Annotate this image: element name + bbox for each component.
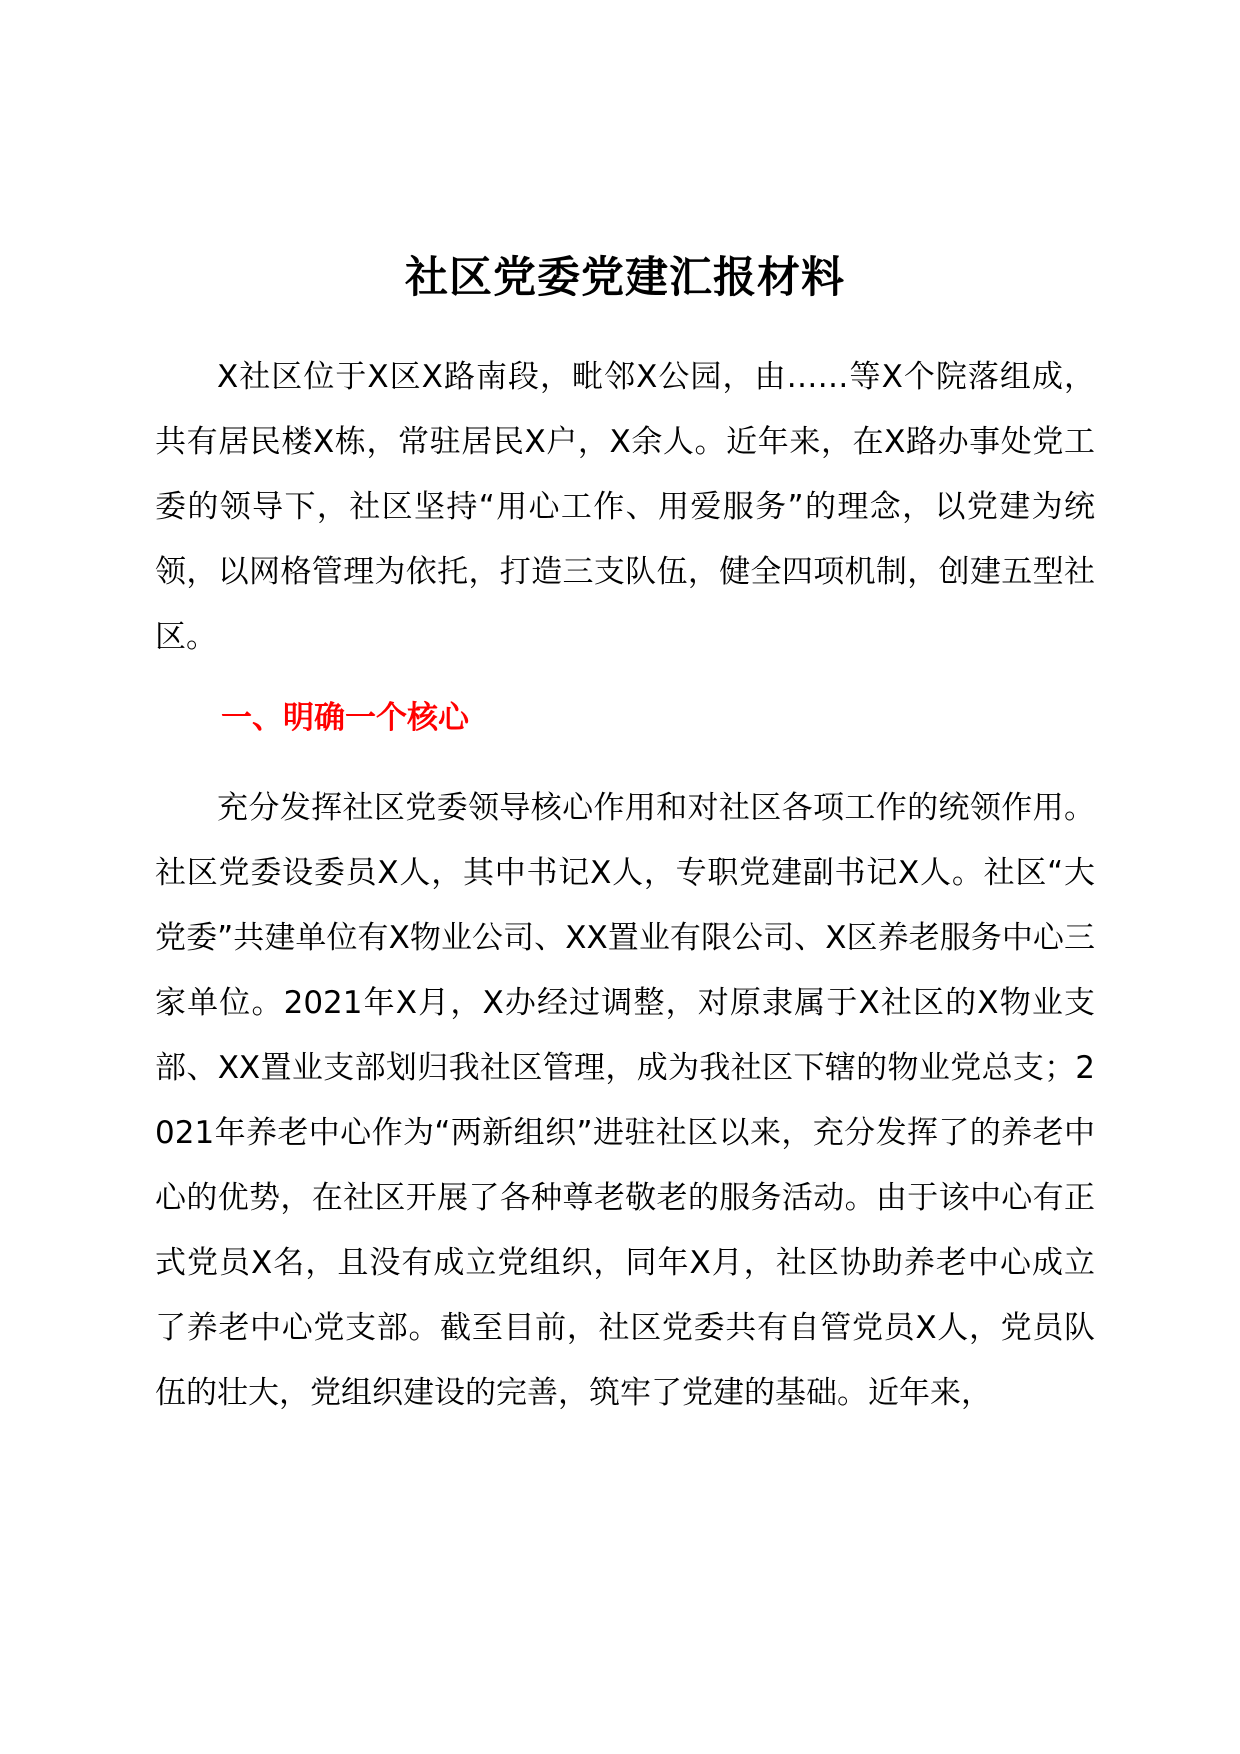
section-paragraph: 充分发挥社区党委领导核心作用和对社区各项工作的统领作用。社区党委设委员X人，其中书记X人，专职党建副书记X人。社区“大党委”共建单位有X物业公司、XX置业有限公司、X区养老服务中心三家单位。2021年X月，X办经过调整，对原隶属于X社区的X物业支部、XX置业支部划归我社区管理，成为我社区下辖的物业党总支；2021年养老中心作为“两新组织”进驻社区以来，充分发挥了的养老中心的优势，在社区开展了各种尊老敬老的服务活动。由于该中心有正式党员X名，且没有成立党组织，同年X月，社区协助养老中心成立了养老中心党支部。截至目前，社区党委共有自管党员X人，党员队伍的壮大，党组织建设的完善，筑牢了党建的基础。近年来， (155, 790, 1095, 1411)
document-page (155, 0, 1095, 1754)
section-heading: 一、明确一个核心 (221, 700, 469, 736)
document-title: 社区党委党建汇报材料 (405, 253, 845, 303)
intro-paragraph: X社区位于X区X路南段，毗邻X公园，由……等X个院落组成，共有居民楼X栋，常驻居民X户，X余人。近年来，在X路办事处党工委的领导下，社区坚持“用心工作、用爱服务”的理念，以党建为统领，以网格管理为依托，打造三支队伍，健全四项机制，创建五型社区。 (155, 359, 1095, 655)
